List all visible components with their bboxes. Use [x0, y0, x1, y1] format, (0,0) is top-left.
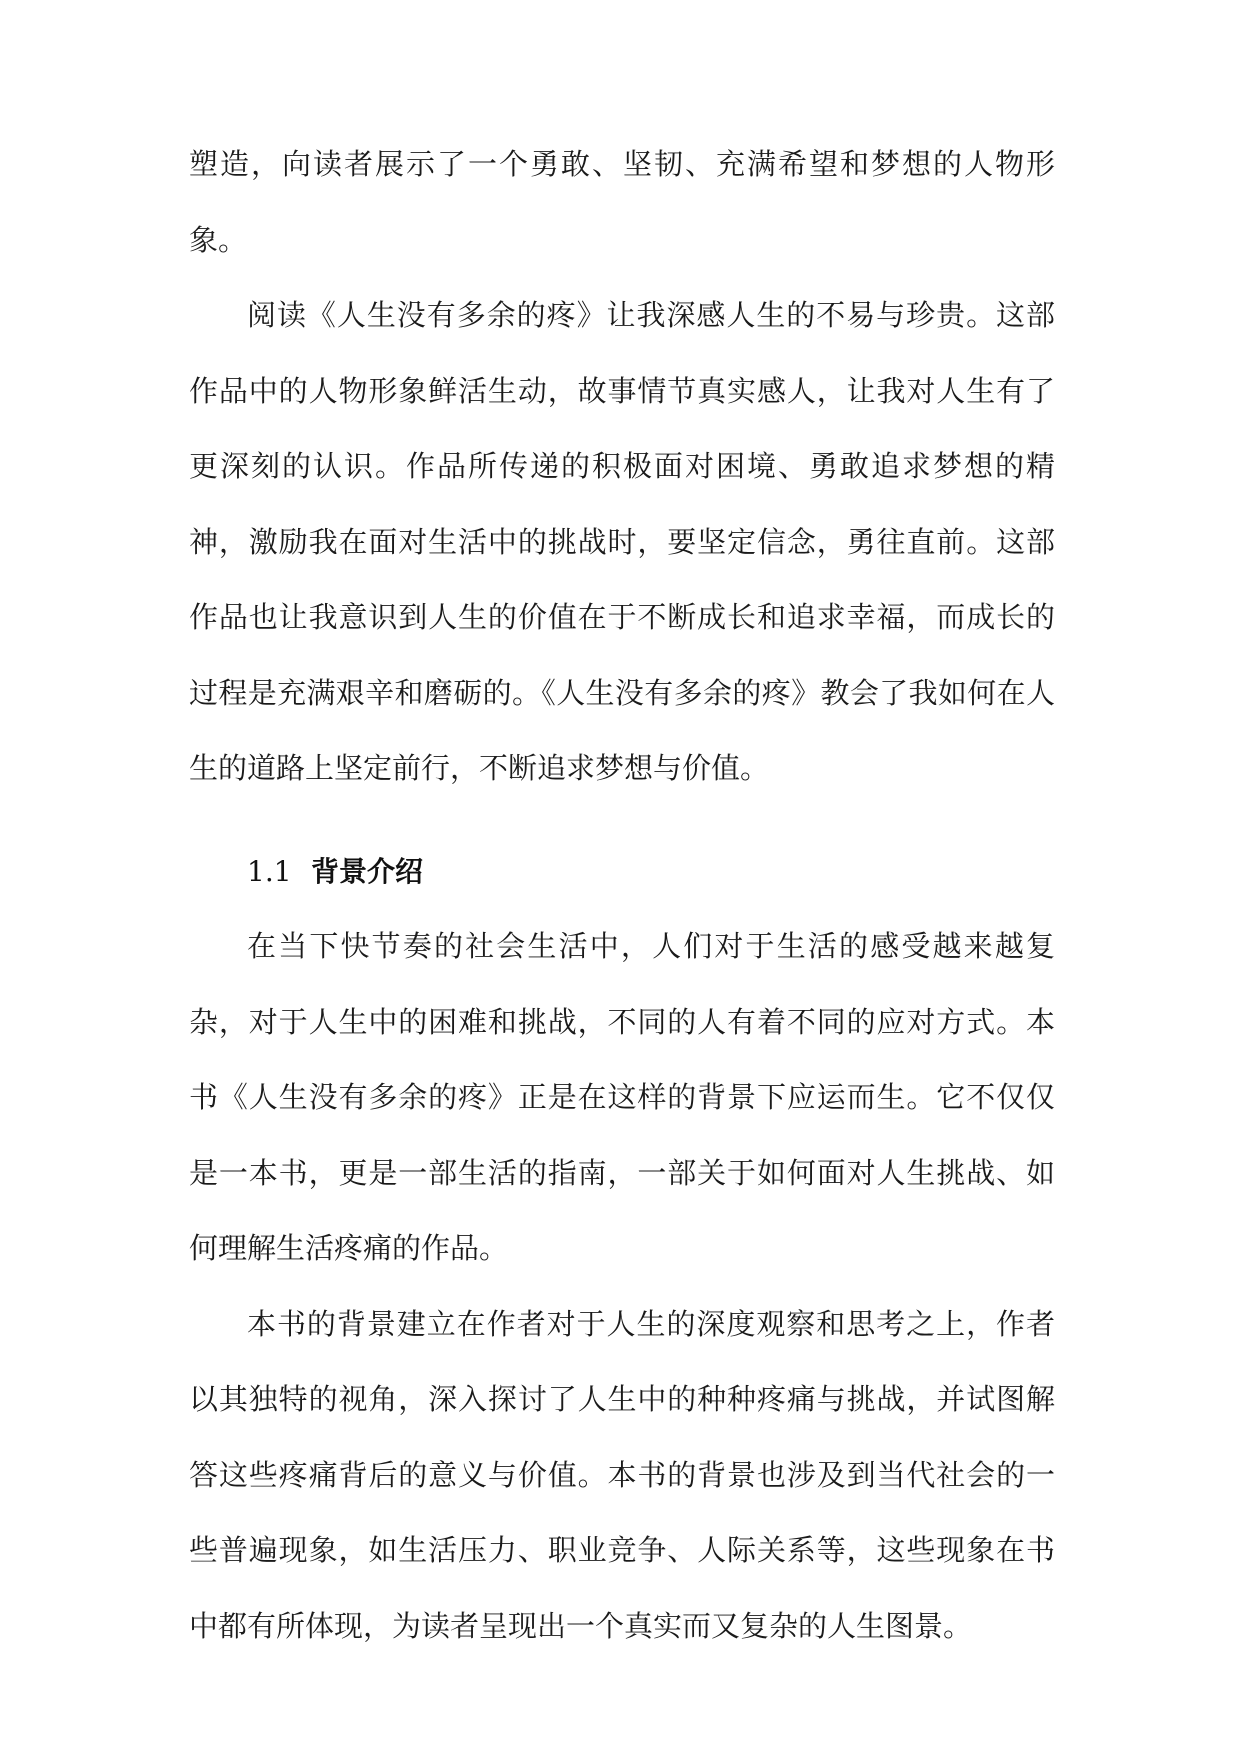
- document-body: [189, 127, 1055, 1664]
- section-number: 1.1: [247, 854, 292, 888]
- paragraph-background-detail: 本书的背景建立在作者对于人生的深度观察和思考之上，作者以其独特的视角，深入探讨了人生中的种种疼痛与挑战，并试图解答这些疼痛背后的意义与价值。本书的背景也涉及到当代社会的一些普遍现象，如生活压力、职业竞争、人际关系等，这些现象在书中都有所体现，为读者呈现出一个真实而又复杂的人生图景。: [189, 1306, 1055, 1643]
- paragraph-reading-reflection: 阅读《人生没有多余的疼》让我深感人生的不易与珍贵。这部作品中的人物形象鲜活生动，故事情节真实感人，让我对人生有了更深刻的认识。作品所传递的积极面对困境、勇敢追求梦想的精神，激励我在面对生活中的挑战时，要坚定信念，勇往直前。这部作品也让我意识到人生的价值在于不断成长和追求幸福，而成长的过程是充满艰辛和磨砺的。《人生没有多余的疼》教会了我如何在人生的道路上坚定前行，不断追求梦想与价值。: [189, 298, 1055, 785]
- section-heading: [189, 834, 1055, 910]
- paragraph-background-intro: 在当下快节奏的社会生活中，人们对于生活的感受越来越复杂，对于人生中的困难和挑战，不同的人有着不同的应对方式。本书《人生没有多余的疼》正是在这样的背景下应运而生。它不仅仅是一本书，更是一部生活的指南，一部关于如何面对人生挑战、如何理解生活疼痛的作品。: [189, 929, 1055, 1265]
- paragraph-continuation: 塑造，向读者展示了一个勇敢、坚韧、充满希望和梦想的人物形象。: [189, 147, 1055, 257]
- section-title: 背景介绍: [311, 854, 424, 888]
